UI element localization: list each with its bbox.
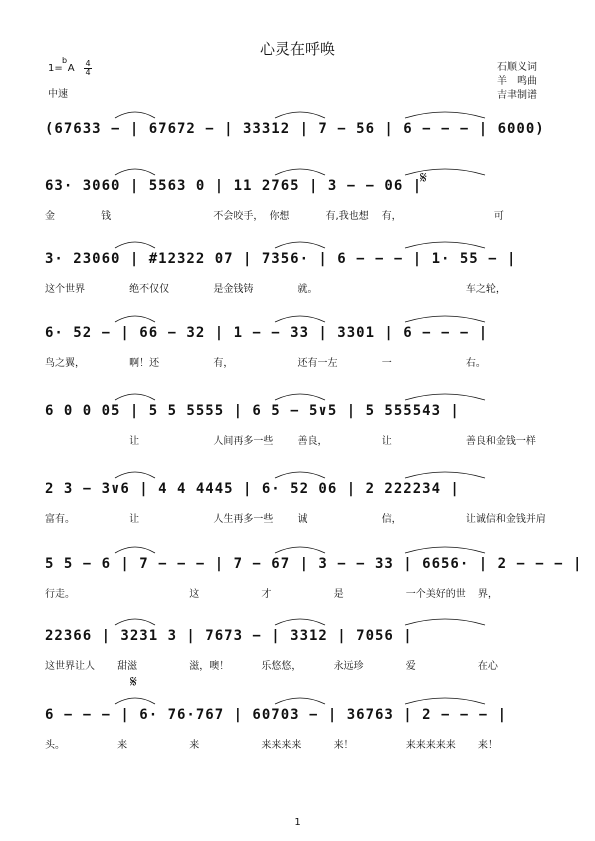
segno-sign: 𝄋 bbox=[130, 672, 137, 691]
lyric-syllable: 让 bbox=[381, 436, 392, 447]
flat-sign: b bbox=[62, 56, 68, 65]
lyric-syllable: 不会咬手， bbox=[213, 211, 264, 222]
notation-line: 2 3 − 3∨6 | 4 4 4445 | 6· 52 06 | 2 222234 | bbox=[45, 481, 460, 497]
key-signature bbox=[48, 56, 75, 74]
slur-marks bbox=[45, 466, 550, 480]
tempo-marking: 中速 bbox=[48, 89, 68, 100]
lyric-line bbox=[45, 510, 550, 525]
time-signature bbox=[84, 60, 92, 77]
lyric-syllable: 车之轮， bbox=[465, 284, 506, 295]
score-system bbox=[45, 400, 550, 470]
segno-sign: 𝄋 bbox=[420, 168, 427, 187]
lyric-syllable: 才 bbox=[261, 589, 272, 600]
transcriber-credit: 吉聿制谱 bbox=[497, 90, 537, 101]
slur-marks bbox=[45, 388, 550, 402]
score-system bbox=[45, 322, 550, 392]
notation-line: 6 0 0 05 | 5 5 5555 | 6 5 − 5∨5 | 5 555543 | bbox=[45, 403, 460, 419]
lyric-syllable: 头。 bbox=[45, 740, 65, 751]
lyric-syllable: 乐悠悠， bbox=[261, 661, 302, 672]
slur-marks bbox=[45, 541, 550, 555]
lyric-syllable: 善良和金钱一样 bbox=[465, 436, 536, 447]
lyric-syllable: 让诚信和金钱并肩 bbox=[465, 514, 546, 525]
lyric-syllable: 啊！还 bbox=[129, 358, 160, 369]
lyric-line bbox=[45, 280, 550, 295]
lyric-syllable: 来来来来 bbox=[261, 740, 302, 751]
lyric-syllable: 鸟之翼， bbox=[45, 358, 85, 369]
lyric-syllable: 来！ bbox=[477, 740, 498, 751]
lyric-line bbox=[45, 736, 550, 751]
lyric-line bbox=[45, 432, 550, 447]
slur-marks bbox=[45, 106, 550, 120]
lyric-syllable: 让 bbox=[129, 436, 140, 447]
score-system bbox=[45, 175, 550, 245]
lyric-syllable: 还有一左 bbox=[297, 358, 338, 369]
score-system bbox=[45, 625, 550, 695]
lyric-syllable: 人生再多一些 bbox=[213, 514, 274, 525]
lyric-syllable: 就。 bbox=[297, 284, 318, 295]
lyric-line bbox=[45, 657, 550, 672]
lyric-syllable: 界， bbox=[477, 589, 498, 600]
time-top: 4 bbox=[85, 59, 91, 68]
slur-marks bbox=[45, 613, 550, 627]
notation-line: 63· 3060 | 5563 0 | 11 2765 | 3 − − 06 | bbox=[45, 178, 423, 194]
lyricist-credit: 石顺义词 bbox=[497, 62, 537, 73]
lyric-syllable: 诚 bbox=[297, 514, 308, 525]
slur-marks bbox=[45, 310, 550, 324]
lyric-syllable bbox=[157, 207, 213, 222]
lyric-syllable: 富有。 bbox=[45, 514, 75, 525]
lyric-syllable: 来 bbox=[117, 740, 128, 751]
lyric-syllable bbox=[382, 280, 466, 295]
lyric-syllable: 是 bbox=[333, 589, 344, 600]
lyric-syllable: 这个世界 bbox=[45, 284, 85, 295]
lyric-syllable: 来来来来来 bbox=[405, 740, 456, 751]
slur-marks bbox=[45, 692, 550, 706]
lyric-syllable: 让 bbox=[129, 514, 140, 525]
page-number: 1 bbox=[294, 817, 301, 828]
lyric-syllable: 绝不仅仅 bbox=[129, 284, 170, 295]
lyric-syllable: 有， bbox=[381, 211, 402, 222]
lyric-syllable: 人间再多一些 bbox=[213, 436, 274, 447]
lyric-syllable: 永远珍 bbox=[333, 661, 364, 672]
score-system bbox=[45, 704, 550, 774]
slur-marks bbox=[45, 236, 550, 250]
notation-line: 6 − − − | 6· 76·767 | 60703 − | 36763 | 2 − − − | bbox=[45, 707, 508, 723]
lyric-syllable: 这世界让人 bbox=[45, 661, 95, 672]
notation-line: 3· 23060 | #12322 07 | 7356· | 6 − − − | 1· 55 − | bbox=[45, 251, 517, 267]
score-system bbox=[45, 248, 550, 318]
lyric-syllable: 甜滋 bbox=[117, 661, 138, 672]
notation-line: 22366 | 3231 3 | 7673 − | 3312 | 7056 | bbox=[45, 628, 413, 644]
notation-line: (67633 − | 67672 − | 33312 | 7 − 56 | 6 − − − | 6000) bbox=[45, 121, 545, 137]
lyric-line bbox=[45, 207, 550, 222]
key-letter: A bbox=[67, 63, 75, 74]
slur-marks bbox=[45, 163, 550, 177]
lyric-syllable: 行走。 bbox=[45, 589, 75, 600]
lyric-syllable: 可 bbox=[493, 211, 504, 222]
notation-line: 6· 52 − | 66 − 32 | 1 − − 33 | 3301 | 6 − − − | bbox=[45, 325, 489, 341]
lyric-syllable: 有， bbox=[213, 358, 234, 369]
lyric-syllable bbox=[438, 207, 494, 222]
lyric-syllable: 这 bbox=[189, 589, 200, 600]
lyric-syllable: 金 bbox=[45, 211, 55, 222]
score-system bbox=[45, 478, 550, 548]
lyric-syllable: 有,我也想 bbox=[325, 211, 369, 222]
key-prefix: 1= bbox=[48, 63, 63, 74]
lyric-syllable: 钱 bbox=[101, 211, 112, 222]
lyric-syllable: 善良， bbox=[297, 436, 328, 447]
time-bottom: 4 bbox=[85, 68, 91, 77]
lyric-syllable: 来 bbox=[189, 740, 200, 751]
composer-credit: 羊 鸣曲 bbox=[497, 76, 537, 87]
lyric-syllable: 滋，噢！ bbox=[189, 661, 230, 672]
lyric-syllable: 一个美好的世 bbox=[405, 589, 466, 600]
lyric-syllable: 你想 bbox=[269, 211, 290, 222]
notation-line: 5 5 − 6 | 7 − − − | 7 − 67 | 3 − − 33 | 6656· | 2 − − − | bbox=[45, 556, 583, 572]
lyric-syllable bbox=[45, 432, 129, 447]
page-title: 心灵在呼唤 bbox=[259, 40, 335, 58]
lyric-syllable: 右。 bbox=[465, 358, 486, 369]
lyric-syllable: 是金钱铸 bbox=[213, 284, 254, 295]
lyric-syllable: 来！ bbox=[333, 740, 354, 751]
lyric-line bbox=[45, 585, 550, 600]
lyric-syllable: 在心 bbox=[477, 661, 498, 672]
lyric-syllable bbox=[117, 585, 189, 600]
lyric-syllable: 爱 bbox=[405, 661, 416, 672]
lyric-syllable: 一 bbox=[381, 358, 392, 369]
lyric-syllable: 信， bbox=[381, 514, 402, 525]
lyric-line bbox=[45, 354, 550, 369]
